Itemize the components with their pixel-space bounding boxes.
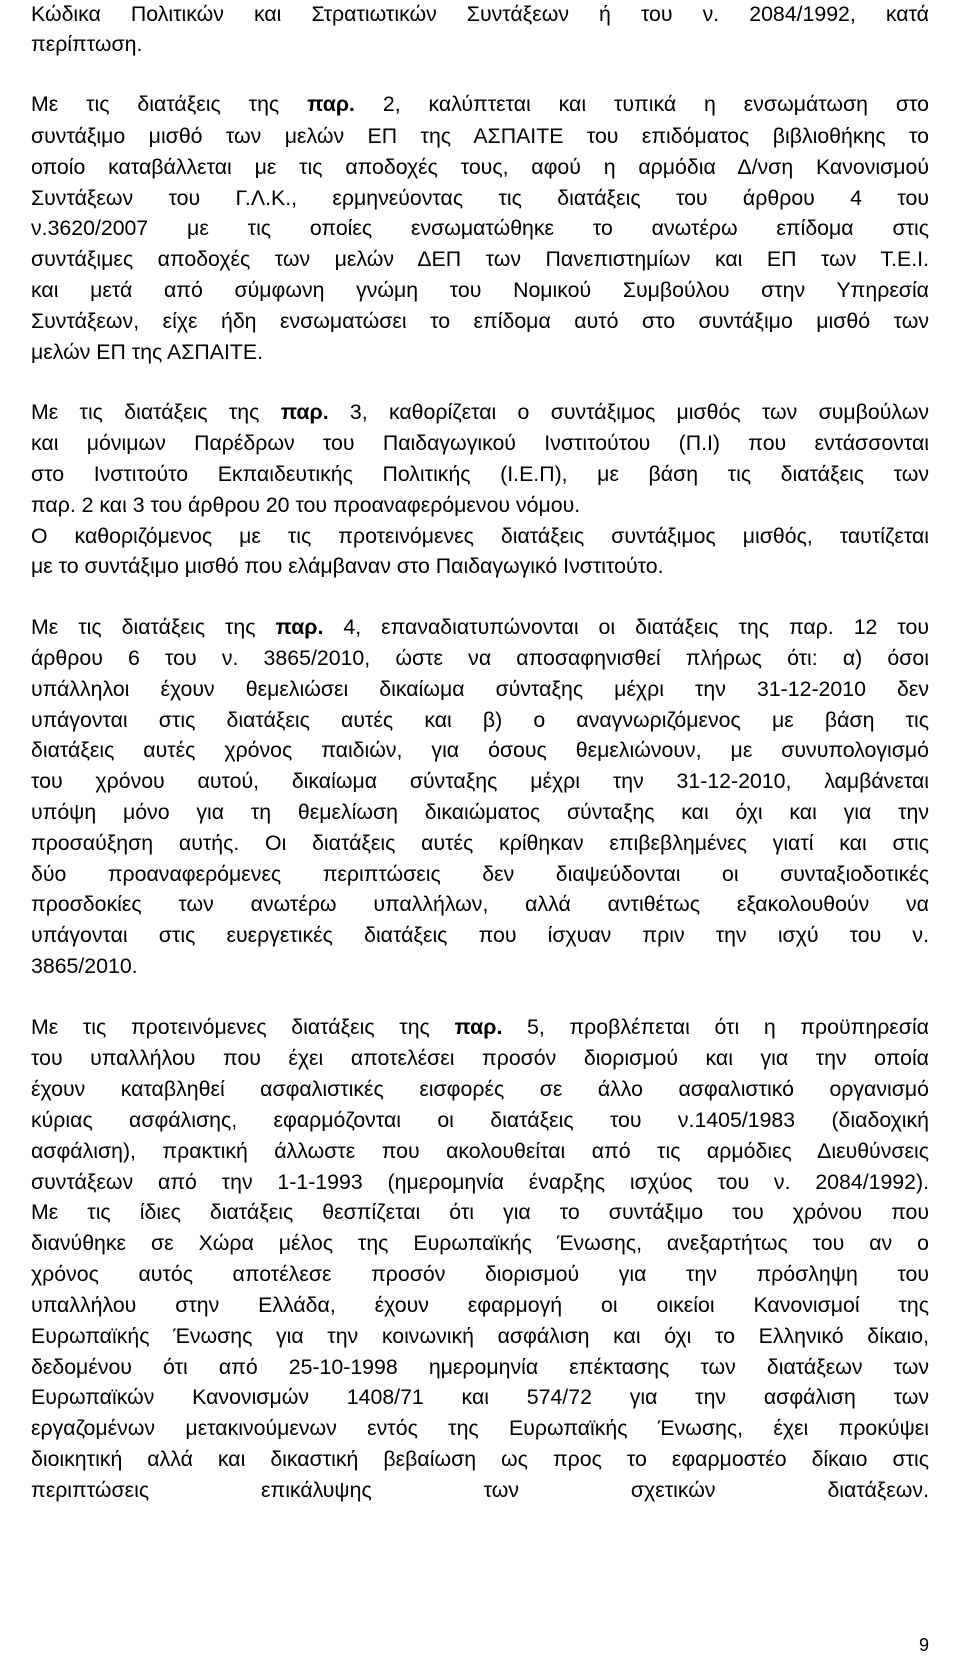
- text-line: εργαζομένων μετακινούμενων εντός της Ευρωπαϊκής Ένωσης, έχει προκύψει: [31, 1416, 929, 1440]
- text-line: μελών ΕΠ της ΑΣΠΑΙΤΕ.: [31, 340, 264, 364]
- text-line: κύριας ασφάλισης, εφαρμόζονται οι διατάξεις του ν.1405/1983 (διαδοχική: [31, 1108, 929, 1132]
- paragraph-2-first-line: [31, 90, 929, 118]
- text-run: Με τις διατάξεις της: [31, 400, 281, 424]
- text-line: Συντάξεων, είχε ήδη ενσωματώσει το επίδομα αυτό στο συντάξιμο μισθό των: [31, 309, 929, 333]
- text-line: υπάγονται στις διατάξεις αυτές και β) ο αναγνωριζόμενος με βάση τις: [31, 708, 929, 732]
- text-run: 4, επαναδιατυπώνονται οι διατάξεις της παρ. 12 του: [323, 615, 929, 639]
- text-line: και μόνιμων Παρέδρων του Παιδαγωγικού Ινστιτούτου (Π.Ι) που εντάσσονται: [31, 431, 929, 455]
- bold-text-run: παρ.: [454, 1015, 503, 1039]
- text-line: διανύθηκε σε Χώρα μέλος της Ευρωπαϊκής Ένωσης, ανεξαρτήτως του αν ο: [31, 1231, 929, 1255]
- text-line: παρ. 2 και 3 του άρθρου 20 του προαναφερόμενου νόμου.: [31, 493, 581, 517]
- text-line: του υπαλλήλου που έχει αποτελέσει προσόν διορισμού και για την οποία: [31, 1046, 929, 1070]
- text-line: διατάξεις αυτές χρόνος παιδιών, για όσους θεμελιώνουν, με συνυπολογισμό: [31, 738, 929, 762]
- text-line: Ο καθοριζόμενος με τις προτεινόμενες διατάξεις συντάξιμος μισθός, ταυτίζεται: [31, 524, 929, 548]
- text-run: Με τις προτεινόμενες διατάξεις της: [31, 1015, 455, 1039]
- text-line: Συντάξεων του Γ.Λ.Κ., ερμηνεύοντας τις διατάξεις του άρθρου 4 του: [31, 186, 929, 210]
- text-line: Ευρωπαϊκών Κανονισμών 1408/71 και 574/72 για την ασφάλιση των: [31, 1385, 929, 1409]
- text-line: στο Ινστιτούτο Εκπαιδευτικής Πολιτικής (Ι.Ε.Π), με βάση τις διατάξεις των: [31, 462, 929, 486]
- text-line: συντάξιμες αποδοχές των μελών ΔΕΠ των Πανεπιστημίων και ΕΠ των Τ.Ε.Ι.: [31, 247, 929, 271]
- text-line: περιπτώσεις επικάλυψης των σχετικών διατάξεων.: [31, 1478, 929, 1502]
- text-run: 2, καλύπτεται και τυπικά η ενσωμάτωση στο: [354, 92, 929, 116]
- text-run: Με τις διατάξεις της: [31, 615, 276, 639]
- text-line: υπάλληλοι έχουν θεμελιώσει δικαίωμα σύνταξης μέχρι την 31-12-2010 δεν: [31, 677, 929, 701]
- bold-text-run: παρ.: [280, 400, 329, 424]
- text-line: Με τις ίδιες διατάξεις θεσπίζεται ότι για το συντάξιμο του χρόνου που: [31, 1200, 929, 1224]
- text-line: συντάξεων από την 1-1-1993 (ημερομηνία έναρξης ισχύος του ν. 2084/1992).: [31, 1170, 929, 1194]
- text-run: 3, καθορίζεται ο συντάξιμος μισθός των συμβούλων: [328, 400, 929, 424]
- text-line: δεδομένου ότι από 25-10-1998 ημερομηνία επέκτασης των διατάξεων των: [31, 1355, 929, 1379]
- paragraph-5-first-line: [31, 1013, 929, 1041]
- text-line: του χρόνου αυτού, δικαίωμα σύνταξης μέχρι την 31-12-2010, λαμβάνεται: [31, 769, 929, 793]
- text-run: 5, προβλέπεται ότι η προϋπηρεσία: [502, 1015, 929, 1039]
- text-line: διοικητική αλλά και δικαστική βεβαίωση ως προς το εφαρμοστέο δίκαιο στις: [31, 1447, 929, 1471]
- text-line: δύο προαναφερόμενες περιπτώσεις δεν διαψεύδονται οι συνταξιοδοτικές: [31, 862, 929, 886]
- text-line: περίπτωση.: [31, 32, 143, 56]
- text-line: προσδοκίες των ανωτέρω υπαλλήλων, αλλά αντιθέτως εξακολουθούν να: [31, 892, 929, 916]
- text-line: και μετά από σύμφωνη γνώμη του Νομικού Συμβούλου στην Υπηρεσία: [31, 278, 929, 302]
- text-line: άρθρου 6 του ν. 3865/2010, ώστε να αποσαφηνισθεί πλήρως ότι: α) όσοι: [31, 646, 929, 670]
- text-line: 3865/2010.: [31, 954, 138, 978]
- text-line: συντάξιμο μισθό των μελών ΕΠ της ΑΣΠΑΙΤΕ του επιδόματος βιβλιοθήκης το: [31, 124, 929, 148]
- text-run: Με τις διατάξεις της: [31, 92, 308, 116]
- text-line: οποίο καταβάλλεται με τις αποδοχές τους, αφού η αρμόδια Δ/νση Κανονισμού: [31, 155, 929, 179]
- text-line: Ευρωπαϊκής Ένωσης για την κοινωνική ασφάλιση και όχι το Ελληνικό δίκαιο,: [31, 1324, 929, 1348]
- bold-text-run: παρ.: [307, 92, 355, 116]
- text-line: υπαλλήλου στην Ελλάδα, έχουν εφαρμογή οι οικείοι Κανονισμοί της: [31, 1293, 929, 1317]
- text-line: ν.3620/2007 με τις οποίες ενσωματώθηκε το ανωτέρω επίδομα στις: [31, 216, 929, 240]
- paragraph-3-first-line: [31, 398, 929, 426]
- page-number: 9: [918, 1635, 929, 1655]
- text-line: έχουν καταβληθεί ασφαλιστικές εισφορές σε άλλο ασφαλιστικό οργανισμό: [31, 1077, 929, 1101]
- text-line: με το συντάξιμο μισθό που ελάμβαναν στο Παιδαγωγικό Ινστιτούτο.: [31, 554, 664, 578]
- text-line: χρόνος αυτός αποτέλεσε προσόν διορισμού για την πρόσληψη του: [31, 1262, 929, 1286]
- text-line: Κώδικα Πολιτικών και Στρατιωτικών Συντάξεων ή του ν. 2084/1992, κατά: [31, 2, 929, 26]
- text-line: υπάγονται στις ευεργετικές διατάξεις που ίσχυαν πριν την ισχύ του ν.: [31, 923, 929, 947]
- text-line: ασφάλιση), πρακτική άλλωστε που ακολουθείται από τις αρμόδιες Διευθύνσεις: [31, 1139, 929, 1163]
- bold-text-run: παρ.: [275, 615, 324, 639]
- paragraph-4-first-line: [31, 613, 929, 641]
- text-line: υπόψη μόνο για τη θεμελίωση δικαιώματος σύνταξης και όχι και για την: [31, 800, 929, 824]
- text-line: προσαύξηση αυτής. Οι διατάξεις αυτές κρίθηκαν επιβεβλημένες γιατί και στις: [31, 831, 929, 855]
